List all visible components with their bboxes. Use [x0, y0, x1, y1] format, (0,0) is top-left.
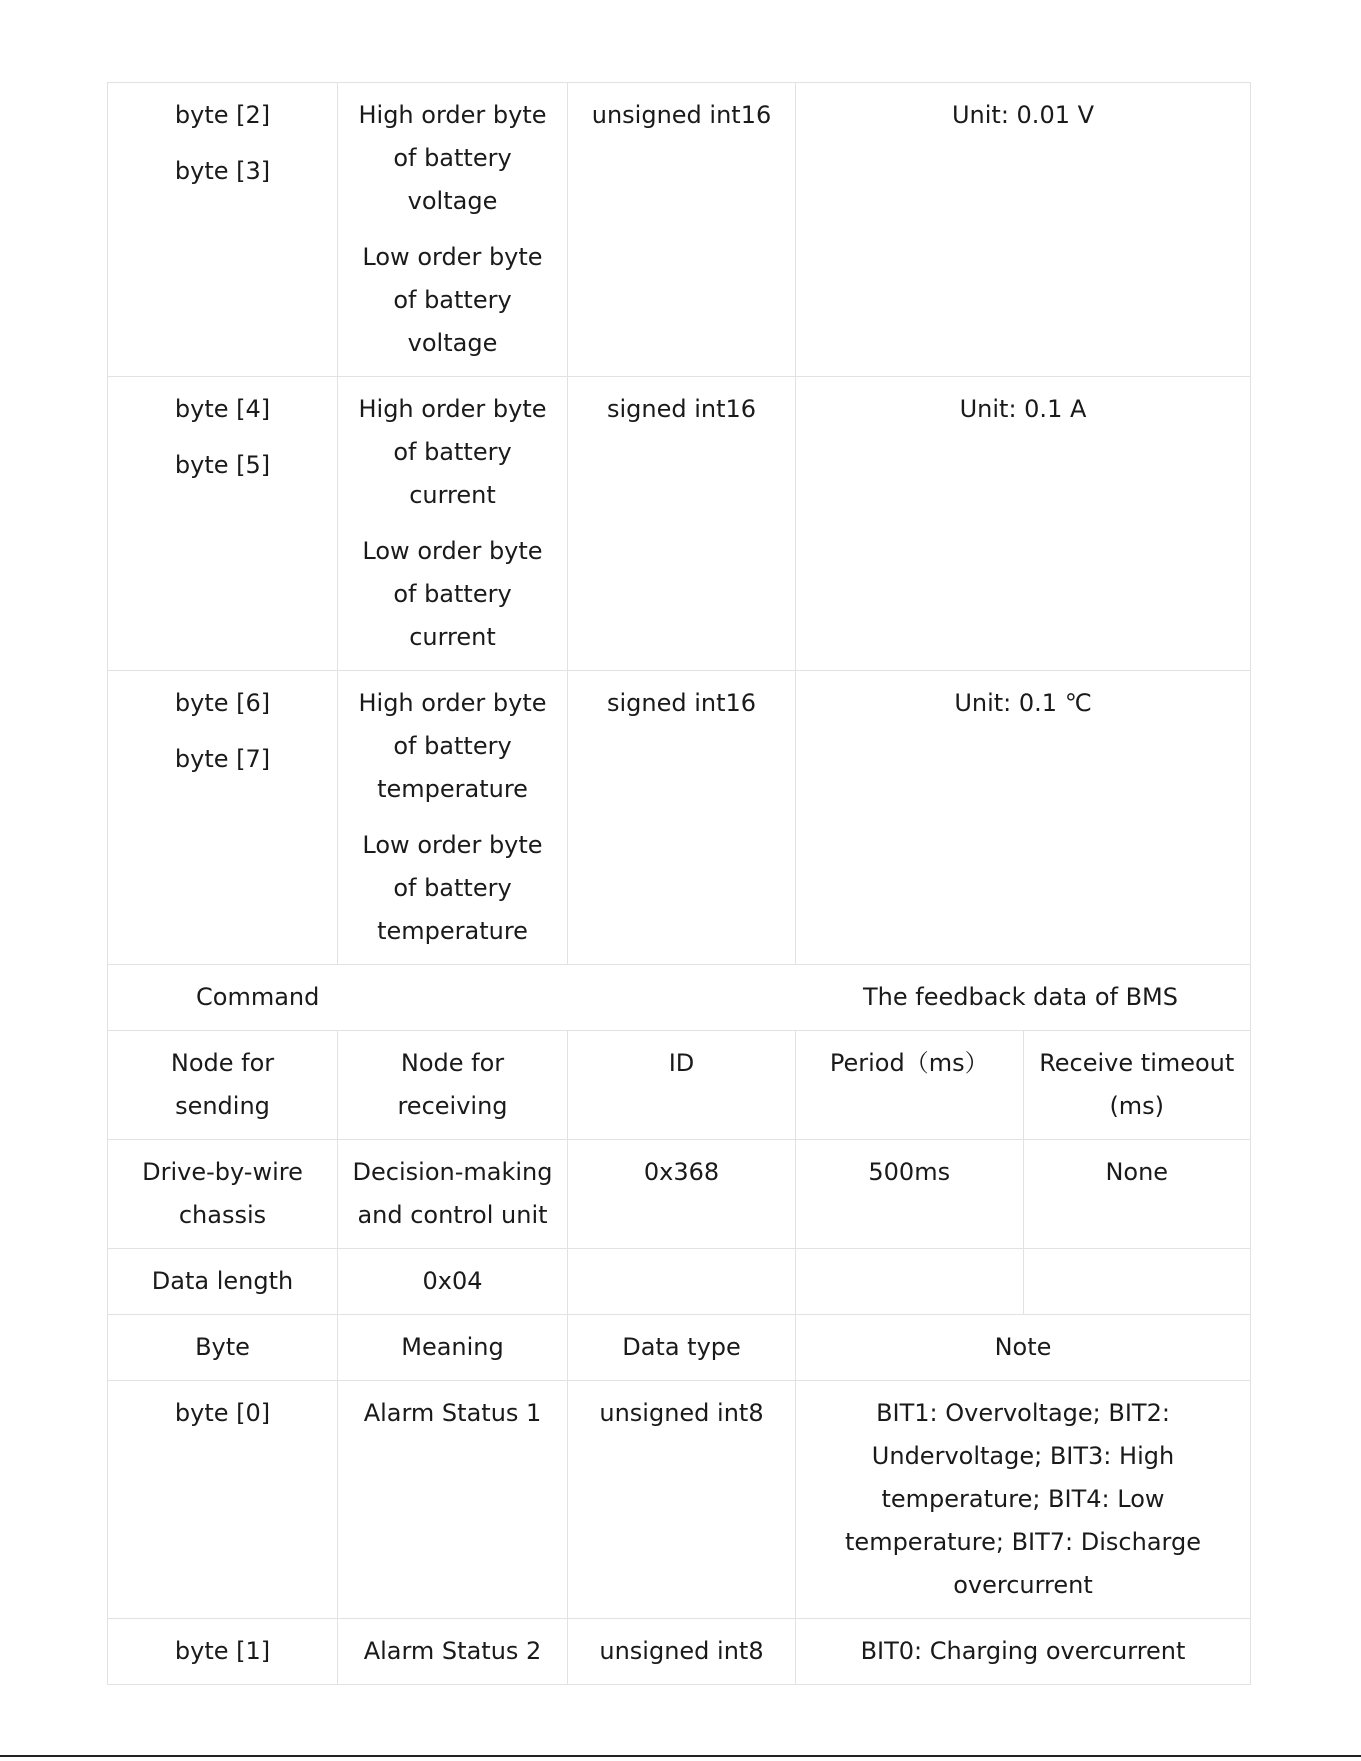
column-meaning: Meaning: [338, 1315, 568, 1381]
note-cell: Unit: 0.01 V: [796, 83, 1251, 377]
empty-cell: [568, 1249, 796, 1315]
data-length-row: [108, 1249, 1251, 1315]
page-bottom-rule: [0, 1755, 1361, 1757]
meaning-cell: [338, 671, 568, 965]
table-row: [108, 1381, 1251, 1619]
command-label: [108, 965, 568, 1031]
meaning-cell: [338, 83, 568, 377]
byte-cell: [108, 671, 338, 965]
table-row: [108, 377, 1251, 671]
meaning-text: High order byte of battery temperature: [358, 689, 547, 803]
bms-feedback-table: [107, 82, 1251, 1685]
byte-label: byte [6]: [174, 689, 271, 717]
info-timeout: None: [1023, 1140, 1251, 1249]
meaning-text: High order byte of battery current: [358, 395, 547, 509]
empty-cell: [1023, 1249, 1251, 1315]
byte-cell: byte [0]: [108, 1381, 338, 1619]
data-type-cell: signed int16: [568, 377, 796, 671]
meaning-text: Low order byte of battery current: [362, 537, 543, 651]
info-row: [108, 1140, 1251, 1249]
table-row: [108, 671, 1251, 965]
note-cell: [796, 1381, 1251, 1619]
meaning-text: Low order byte of battery voltage: [362, 243, 543, 357]
data-type-cell: unsigned int16: [568, 83, 796, 377]
data-type-cell: unsigned int8: [568, 1381, 796, 1619]
table-row: [108, 1619, 1251, 1685]
data-type-cell: unsigned int8: [568, 1619, 796, 1685]
note-cell: Unit: 0.1 A: [796, 377, 1251, 671]
meaning-text: High order byte of battery voltage: [358, 101, 547, 215]
meaning-cell: Alarm Status 2: [338, 1619, 568, 1685]
column-note: Note: [796, 1315, 1251, 1381]
note-cell: Unit: 0.1 ℃: [796, 671, 1251, 965]
byte-label: byte [7]: [174, 745, 271, 773]
byte-label: byte [3]: [174, 157, 271, 185]
meaning-cell: Alarm Status 1: [338, 1381, 568, 1619]
empty-cell: [796, 1249, 1024, 1315]
info-id: 0x368: [568, 1140, 796, 1249]
data-type-cell: signed int16: [568, 671, 796, 965]
command-row: [108, 965, 1251, 1031]
info-receiving: Decision-making and control unit: [338, 1140, 568, 1249]
command-value-text: The feedback data of BMS: [863, 983, 1178, 1011]
header-row: [108, 1031, 1251, 1140]
header-sending: Node for sending: [108, 1031, 338, 1140]
header-period: Period（ms）: [796, 1031, 1024, 1140]
table-row: [108, 83, 1251, 377]
byte-label: byte [5]: [174, 451, 271, 479]
column-byte: Byte: [108, 1315, 338, 1381]
column-header-row: [108, 1315, 1251, 1381]
byte-label: byte [2]: [174, 101, 271, 129]
byte-label: byte [4]: [174, 395, 271, 423]
byte-cell: [108, 377, 338, 671]
command-label-text: Command: [196, 983, 320, 1011]
byte-cell: [108, 83, 338, 377]
header-timeout: Receive timeout (ms): [1023, 1031, 1251, 1140]
meaning-text: Low order byte of battery temperature: [362, 831, 543, 945]
data-length-label: Data length: [108, 1249, 338, 1315]
note-cell: BIT0: Charging overcurrent: [796, 1619, 1251, 1685]
header-id: ID: [568, 1031, 796, 1140]
command-value: [568, 965, 1251, 1031]
data-length-value: 0x04: [338, 1249, 568, 1315]
meaning-cell: [338, 377, 568, 671]
header-receiving: Node for receiving: [338, 1031, 568, 1140]
column-type: Data type: [568, 1315, 796, 1381]
info-sending: Drive-by-wire chassis: [108, 1140, 338, 1249]
info-period: 500ms: [796, 1140, 1024, 1249]
byte-cell: byte [1]: [108, 1619, 338, 1685]
note-text: BIT1: Overvoltage; BIT2: Undervoltage; BIT3: High temperature; BIT4: Low temperature; BIT7: Discharge overcurrent: [845, 1399, 1201, 1599]
